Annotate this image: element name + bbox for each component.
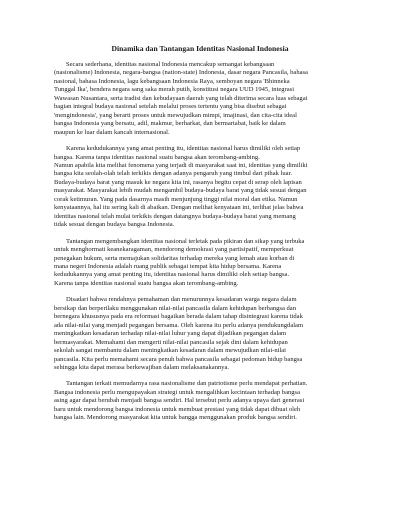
- document-title: Dinamika dan Tantangan Identitas Nasional Indonesia: [111, 44, 289, 53]
- paragraph-line: Tunggal Ika', bendera negara sang saka merah putih, konstitusi negara UUD 1945, integrasi: [54, 86, 295, 94]
- paragraph-line: sekolah sangat membantu dalam meningkatkan kesadaran dalam mewujudkan nilai-nilai: [54, 347, 286, 355]
- paragraph-line: identitas nasional telah mulai terkikis dengan datangnya budaya-budaya barat yang memang: [54, 212, 296, 220]
- paragraph-4: [54, 296, 346, 372]
- paragraph-line: kenyataannya, hal itu sering kali di abaikan. Dengan melihat kenyataan ini, terlihat jelas bahwa: [54, 204, 304, 212]
- paragraph-line: Secara sederhana, identitas nasional Indonesia mencakup semangat kebangsaan: [66, 61, 275, 68]
- paragraph-line: pancasila. Kita perlu memahami secara penuh bahwa pancasila sebagai pedoman hidup bangsa: [54, 355, 303, 363]
- paragraph-line: bermasyarakat. Memahami dan mengerti nilai-nilai pancasila sejak dini dalam kehidupan: [54, 338, 288, 346]
- paragraph-line: penegakan hukum, serta memajukan solidaritas terhadap mereka yang lemah atau korban di: [54, 254, 295, 262]
- paragraph-line: 'mengindonesia', yang berarti proses untuk mewujudkan mimpi, imajinasi, dan cita-cita ideal: [54, 111, 297, 119]
- paragraph-line: corak ketimuran. Yang pada dasarnya masih menjunjung tinggi nilai moral dan etika. Namun: [54, 195, 298, 203]
- paragraph-3: [54, 238, 346, 289]
- paragraph-line: baru untuk mendorong bangsa indonesia untuk membuat prestasi yang tidak dapat dibuat oleh: [54, 405, 301, 413]
- paragraph-line: Disadari bahwa rendahnya pemahaman dan menurunnya kesadaran warga negara dalam: [66, 296, 297, 304]
- paragraph-line: bangsa kita seolah-olah telah terkikis dengan adanya pengaruh yang timbul dari pihak luar.: [54, 170, 292, 178]
- paragraph-line: mana negeri Indonesia adalah ruang publik sebagai tempat kita hidup bersama. Karena: [54, 262, 282, 270]
- paragraph-line: Budaya-budaya barat yang masuk ke negara kita ini, rasanya begitu cepat di serap oleh lapisan: [54, 178, 302, 186]
- paragraph-line: meningkatkan kesadaran terhadap nilai-nilai luhur yang dapat dijadikan pegangan dalam: [54, 330, 287, 338]
- paragraph-2: [54, 145, 346, 230]
- paragraph-5: [54, 380, 346, 422]
- paragraph-line: (nasionalisme) Indonesia, negara-bangsa (nation-state) Indonesia, dasar negara Pancasila, bahasa: [54, 69, 308, 77]
- paragraph-1: [54, 61, 346, 137]
- paragraph-line: tidak sesuai dengan budaya bangsa Indonesia.: [54, 221, 175, 229]
- paragraph-line: kedudukannya yang amat penting itu, identitas nasional harus dimiliki oleh setiap bangsa.: [54, 271, 290, 279]
- paragraph-line: bangsa lain. Mendorong masyarakat kita untuk bangga menggunakan produk bangsa sendiri.: [54, 414, 297, 422]
- paragraph-line: ada nilai-nilai yang menjadi pegangan bersama. Oleh karena itu perlu adanya pendukungdalam: [54, 321, 304, 329]
- paragraph-line: Wawasan Nusantara, serta tradisi dan kebudayaan daerah yang telah diterima secara luas sebagai: [54, 94, 308, 102]
- paragraph-line: Karena tanpa identitas nasional suatu bangsa akan terombang-ambing.: [54, 279, 239, 287]
- paragraph-line: maupun ke luar dalam kancah internasional.: [54, 128, 170, 136]
- paragraph-line: bersikap dan berperilaku menggunakan nilai-nilai pancasila dalam kehidupan berbangsa dan: [54, 304, 296, 312]
- document-body: [54, 61, 346, 423]
- paragraph-line: untuk menghormati keanekaragaman, mendorong demokrasi yang partisipatif, memperkuat: [54, 246, 294, 254]
- paragraph-line: bernegara khususnya pada era reformasi bagaikan berada dalam tahap disintegrasi karena tidak: [54, 313, 303, 321]
- paragraph-line: nasional, bahasa Indonesia, lagu kebangsaan Indonesia Raya, semboyan negara 'Bhinneka: [54, 77, 290, 85]
- paragraph-line: bangsa. Karena tanpa identitas nasional suatu bangsa akan terombang-ambing.: [54, 153, 260, 161]
- paragraph-line: bagian integral budaya nasional setelah melalui proses tertentu yang bisa disebut sebagai: [54, 103, 287, 111]
- paragraph-line: Bangsa indonesia perlu mengupayakan strategi untuk mengalihkan kecintaan terhadap bangsa: [54, 388, 300, 396]
- paragraph-line: Namun apabila kita melihat fenomena yang terjadi di masyarakat saat ini, identitas yang dimiliki: [54, 161, 308, 169]
- paragraph-line: sehingga kita dapat merasa berkewajiban dalam melaksanakannya.: [54, 363, 230, 371]
- paragraph-line: asing agar dapat berubah menjadi bangsa sendiri. Hal tersebut perlu adanya upaya dari generasi: [54, 397, 305, 405]
- paragraph-line: Tantangan mengembangkan identitas nasional terletak pada pikiran dan sikap yang terbuka: [66, 237, 305, 245]
- paragraph-line: Karena kedudukannya yang amat penting itu, identitas nasional harus dimiliki oleh setiap: [66, 145, 301, 153]
- paragraph-line: bangsa Indonesia yang bersatu, adil, makmur, berharkat, dan bermartabat, baik ke dalam: [54, 120, 286, 128]
- paragraph-line: masyarakat. Masyarakat lebih mudah mengambil budaya-budaya barat yang tidak sesuai dengan: [54, 187, 307, 195]
- paragraph-line: Tantangan terkait memudarnya rasa nasionalisme dan patriotisme perlu mendapat perhatian.: [66, 380, 308, 388]
